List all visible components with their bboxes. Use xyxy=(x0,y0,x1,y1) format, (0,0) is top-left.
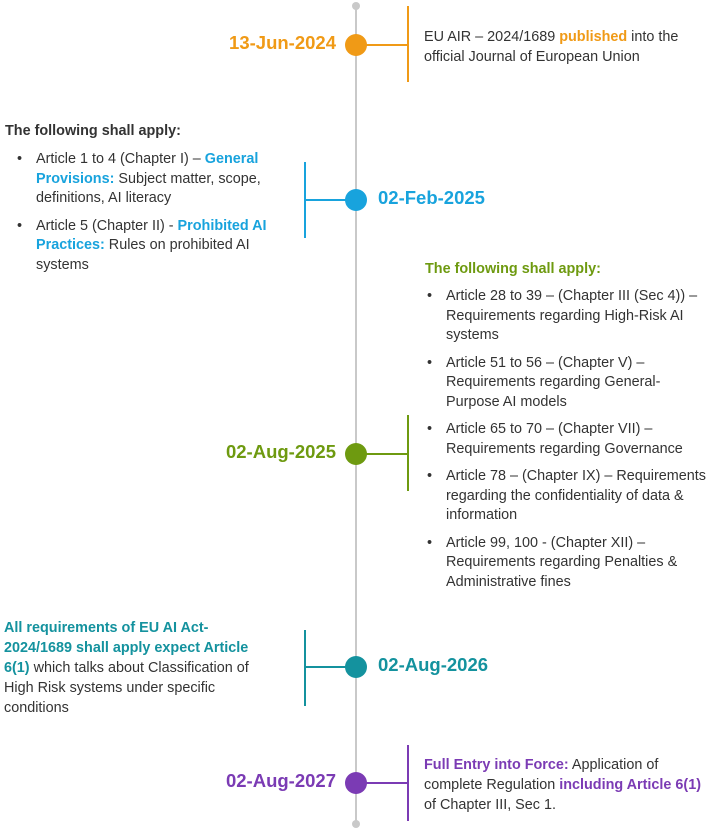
apply-header-2025-08: The following shall apply: xyxy=(425,261,601,277)
list-item: • Article 51 to 56 – (Chapter V) – Requirements regarding General-Purpose AI models xyxy=(424,354,712,413)
milestone-text-part: EU AIR – 2024/1689 xyxy=(424,29,560,45)
including-article-highlight: including Article 6(1) xyxy=(559,777,701,793)
milestone-text-part: into the official Journal of European Union xyxy=(424,29,679,65)
milestone-dot-2027-08 xyxy=(345,772,367,794)
prohibited-practices-highlight: Prohibited AI Practices: xyxy=(36,217,267,253)
requirements-list-2025-08 xyxy=(424,287,712,600)
timeline-axis-bottom-cap xyxy=(352,820,360,828)
all-requirements-highlight: All requirements of EU AI Act-2024/1689 shall apply expect xyxy=(4,620,209,656)
bracket-2024-06 xyxy=(407,6,409,82)
list-item: • Article 65 to 70 – (Chapter VII) – Requirements regarding Governance xyxy=(424,420,712,459)
milestone-dot-2024-06 xyxy=(345,34,367,56)
connector-2024-06 xyxy=(366,44,408,46)
article-6-1-highlight: Article 6(1) xyxy=(4,640,249,676)
milestone-date-2024-06: 13-Jun-2024 xyxy=(229,32,336,53)
milestone-text-2024-06 xyxy=(424,27,709,67)
bracket-2026-08 xyxy=(304,630,306,706)
timeline-axis xyxy=(355,6,357,824)
general-provisions-highlight: General Provisions: xyxy=(36,151,259,187)
list-item: • Article 5 (Chapter II) - Prohibited AI Practices: Rules on prohibited AI systems xyxy=(14,217,286,276)
list-item: • Article 99, 100 - (Chapter XII) – Requirements regarding Penalties & Administrative fines xyxy=(424,534,712,593)
list-item: • Article 28 to 39 – (Chapter III (Sec 4)) – Requirements regarding High-Risk AI systems xyxy=(424,287,712,346)
milestone-dot-2025-02 xyxy=(345,189,367,211)
milestone-date-2025-02: 02-Feb-2025 xyxy=(378,187,485,208)
list-item: • Article 1 to 4 (Chapter I) – General Provisions: Subject matter, scope, definitions, AI literacy xyxy=(14,150,286,209)
published-highlight: published xyxy=(559,29,628,45)
milestone-text-2026-08: All requirements of EU AI Act-2024/1689 shall apply expect Article 6(1) which talks about Classification of High Risk systems under specific conditions xyxy=(4,620,249,716)
connector-2026-08 xyxy=(304,666,348,668)
list-item: • Article 78 – (Chapter IX) – Requirements regarding the confidentiality of data & information xyxy=(424,467,712,526)
bracket-2027-08 xyxy=(407,745,409,821)
connector-2025-02 xyxy=(304,199,348,201)
timeline-axis-top-cap xyxy=(352,2,360,10)
bracket-2025-08 xyxy=(407,415,409,491)
milestone-date-2026-08: 02-Aug-2026 xyxy=(378,654,489,675)
milestone-date-2027-08: 02-Aug-2027 xyxy=(225,770,336,791)
milestone-text-2027-08: Full Entry into Force: Application of complete Regulation including Article 6(1) of Chapter III, Sec 1. xyxy=(424,757,701,813)
connector-2027-08 xyxy=(366,782,408,784)
connector-2025-08 xyxy=(366,453,408,455)
milestone-dot-2026-08 xyxy=(345,656,367,678)
full-entry-highlight: Full Entry into Force: xyxy=(424,757,569,773)
milestone-date-2025-08: 02-Aug-2025 xyxy=(225,441,336,462)
apply-header-2025-02: The following shall apply: xyxy=(5,123,181,139)
provisions-list-2025-02 xyxy=(14,150,286,283)
milestone-dot-2025-08 xyxy=(345,443,367,465)
